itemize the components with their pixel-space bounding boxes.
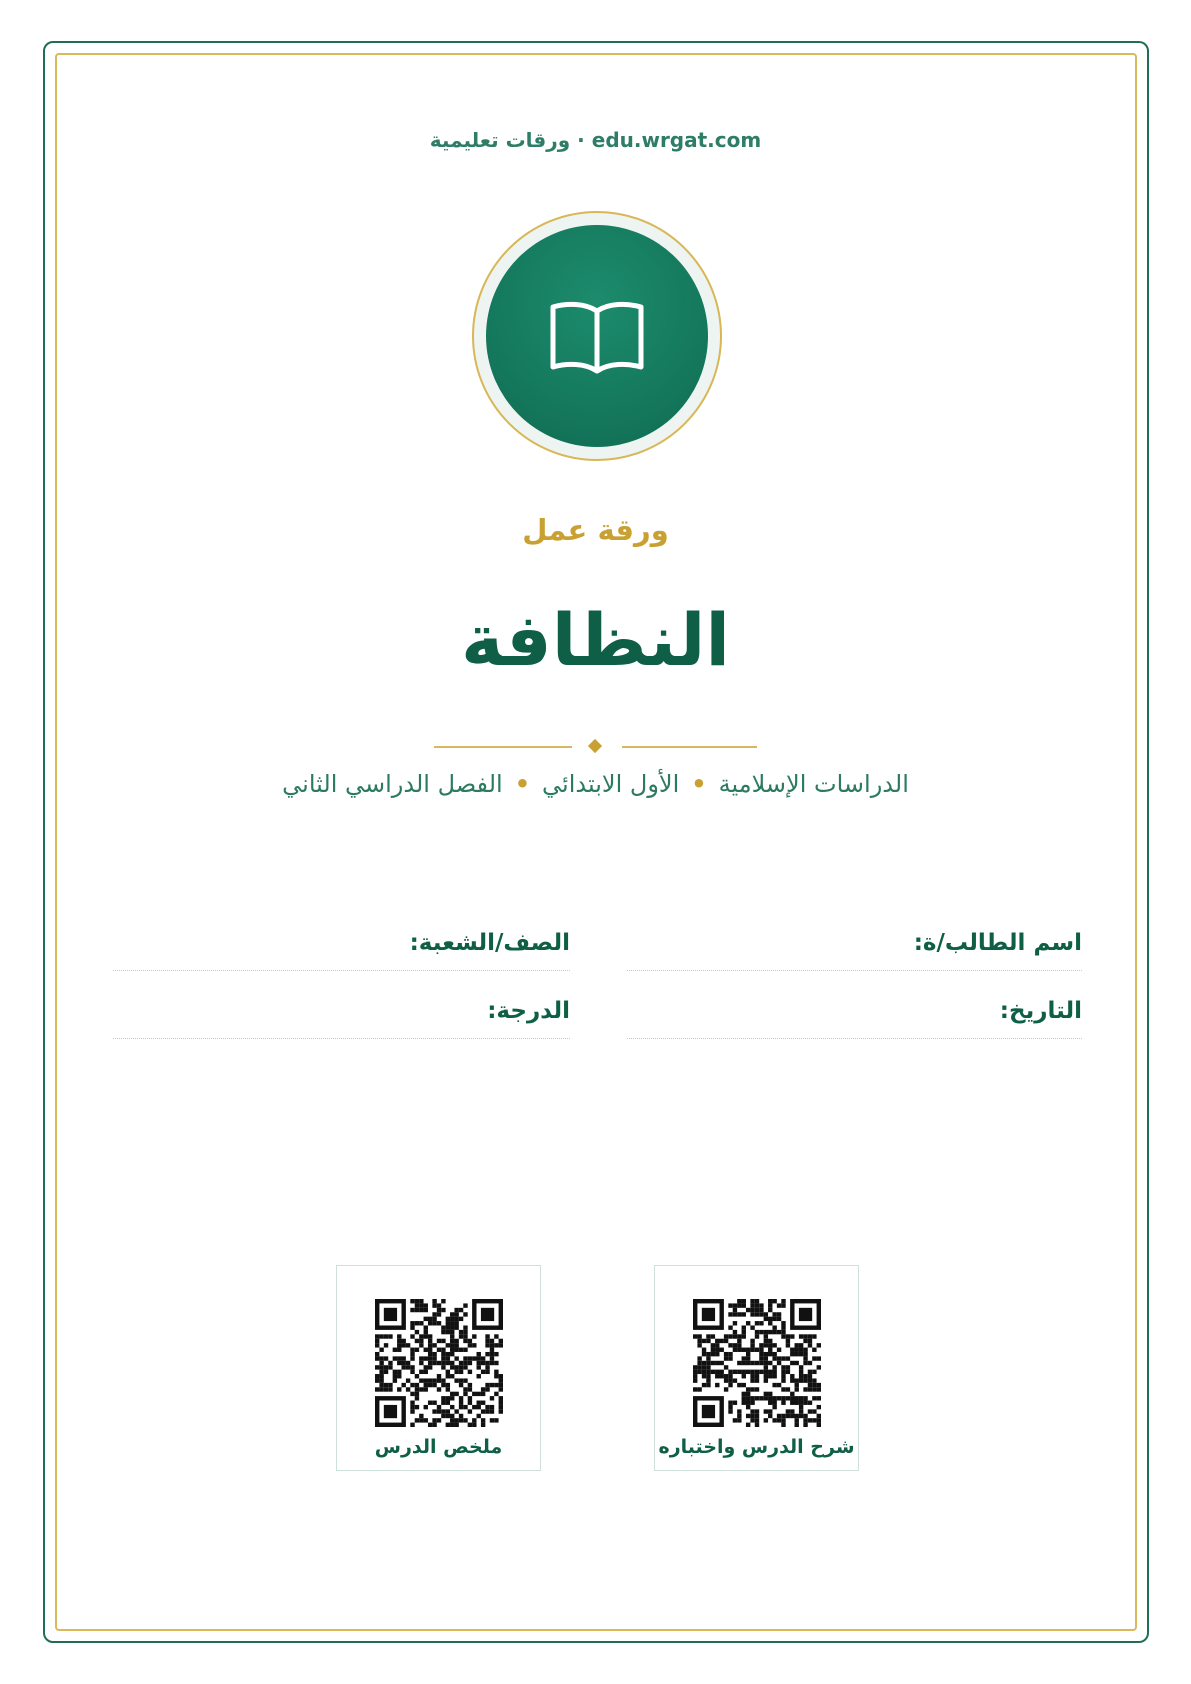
lesson-meta <box>0 770 1191 798</box>
qr-caption: ملخص الدرس <box>374 1436 503 1458</box>
divider-line-left <box>434 746 572 748</box>
date-label: التاريخ: <box>999 998 1082 1024</box>
emblem-core <box>486 225 708 447</box>
score-field[interactable] <box>113 998 570 1039</box>
divider-line-right <box>622 746 757 748</box>
date-field[interactable] <box>627 998 1082 1039</box>
qr-code-icon <box>375 1299 503 1427</box>
meta-separator: • <box>514 770 531 798</box>
class-section-label: الصف/الشعبة: <box>409 930 570 956</box>
score-label: الدرجة: <box>487 998 570 1024</box>
student-name-field[interactable] <box>627 930 1082 971</box>
meta-term: الفصل الدراسي الثاني <box>282 770 503 798</box>
meta-separator: • <box>691 770 707 798</box>
page-title: النظافة <box>460 598 731 682</box>
worksheet-kicker: ورقة عمل <box>522 513 669 547</box>
meta-subject: الدراسات الإسلامية <box>718 770 909 798</box>
qr-code-icon <box>693 1299 821 1427</box>
qr-card-lesson-explanation[interactable] <box>654 1265 859 1471</box>
emblem <box>472 211 722 461</box>
meta-grade: الأول الابتدائي <box>542 770 680 798</box>
class-section-field[interactable] <box>113 930 570 971</box>
student-name-label: اسم الطالب/ة: <box>913 930 1082 956</box>
site-line: edu.wrgat.com · ورقات تعليمية <box>429 128 762 152</box>
qr-card-lesson-summary[interactable] <box>336 1265 541 1471</box>
qr-caption: شرح الدرس واختباره <box>658 1436 855 1458</box>
open-book-icon <box>547 297 647 377</box>
